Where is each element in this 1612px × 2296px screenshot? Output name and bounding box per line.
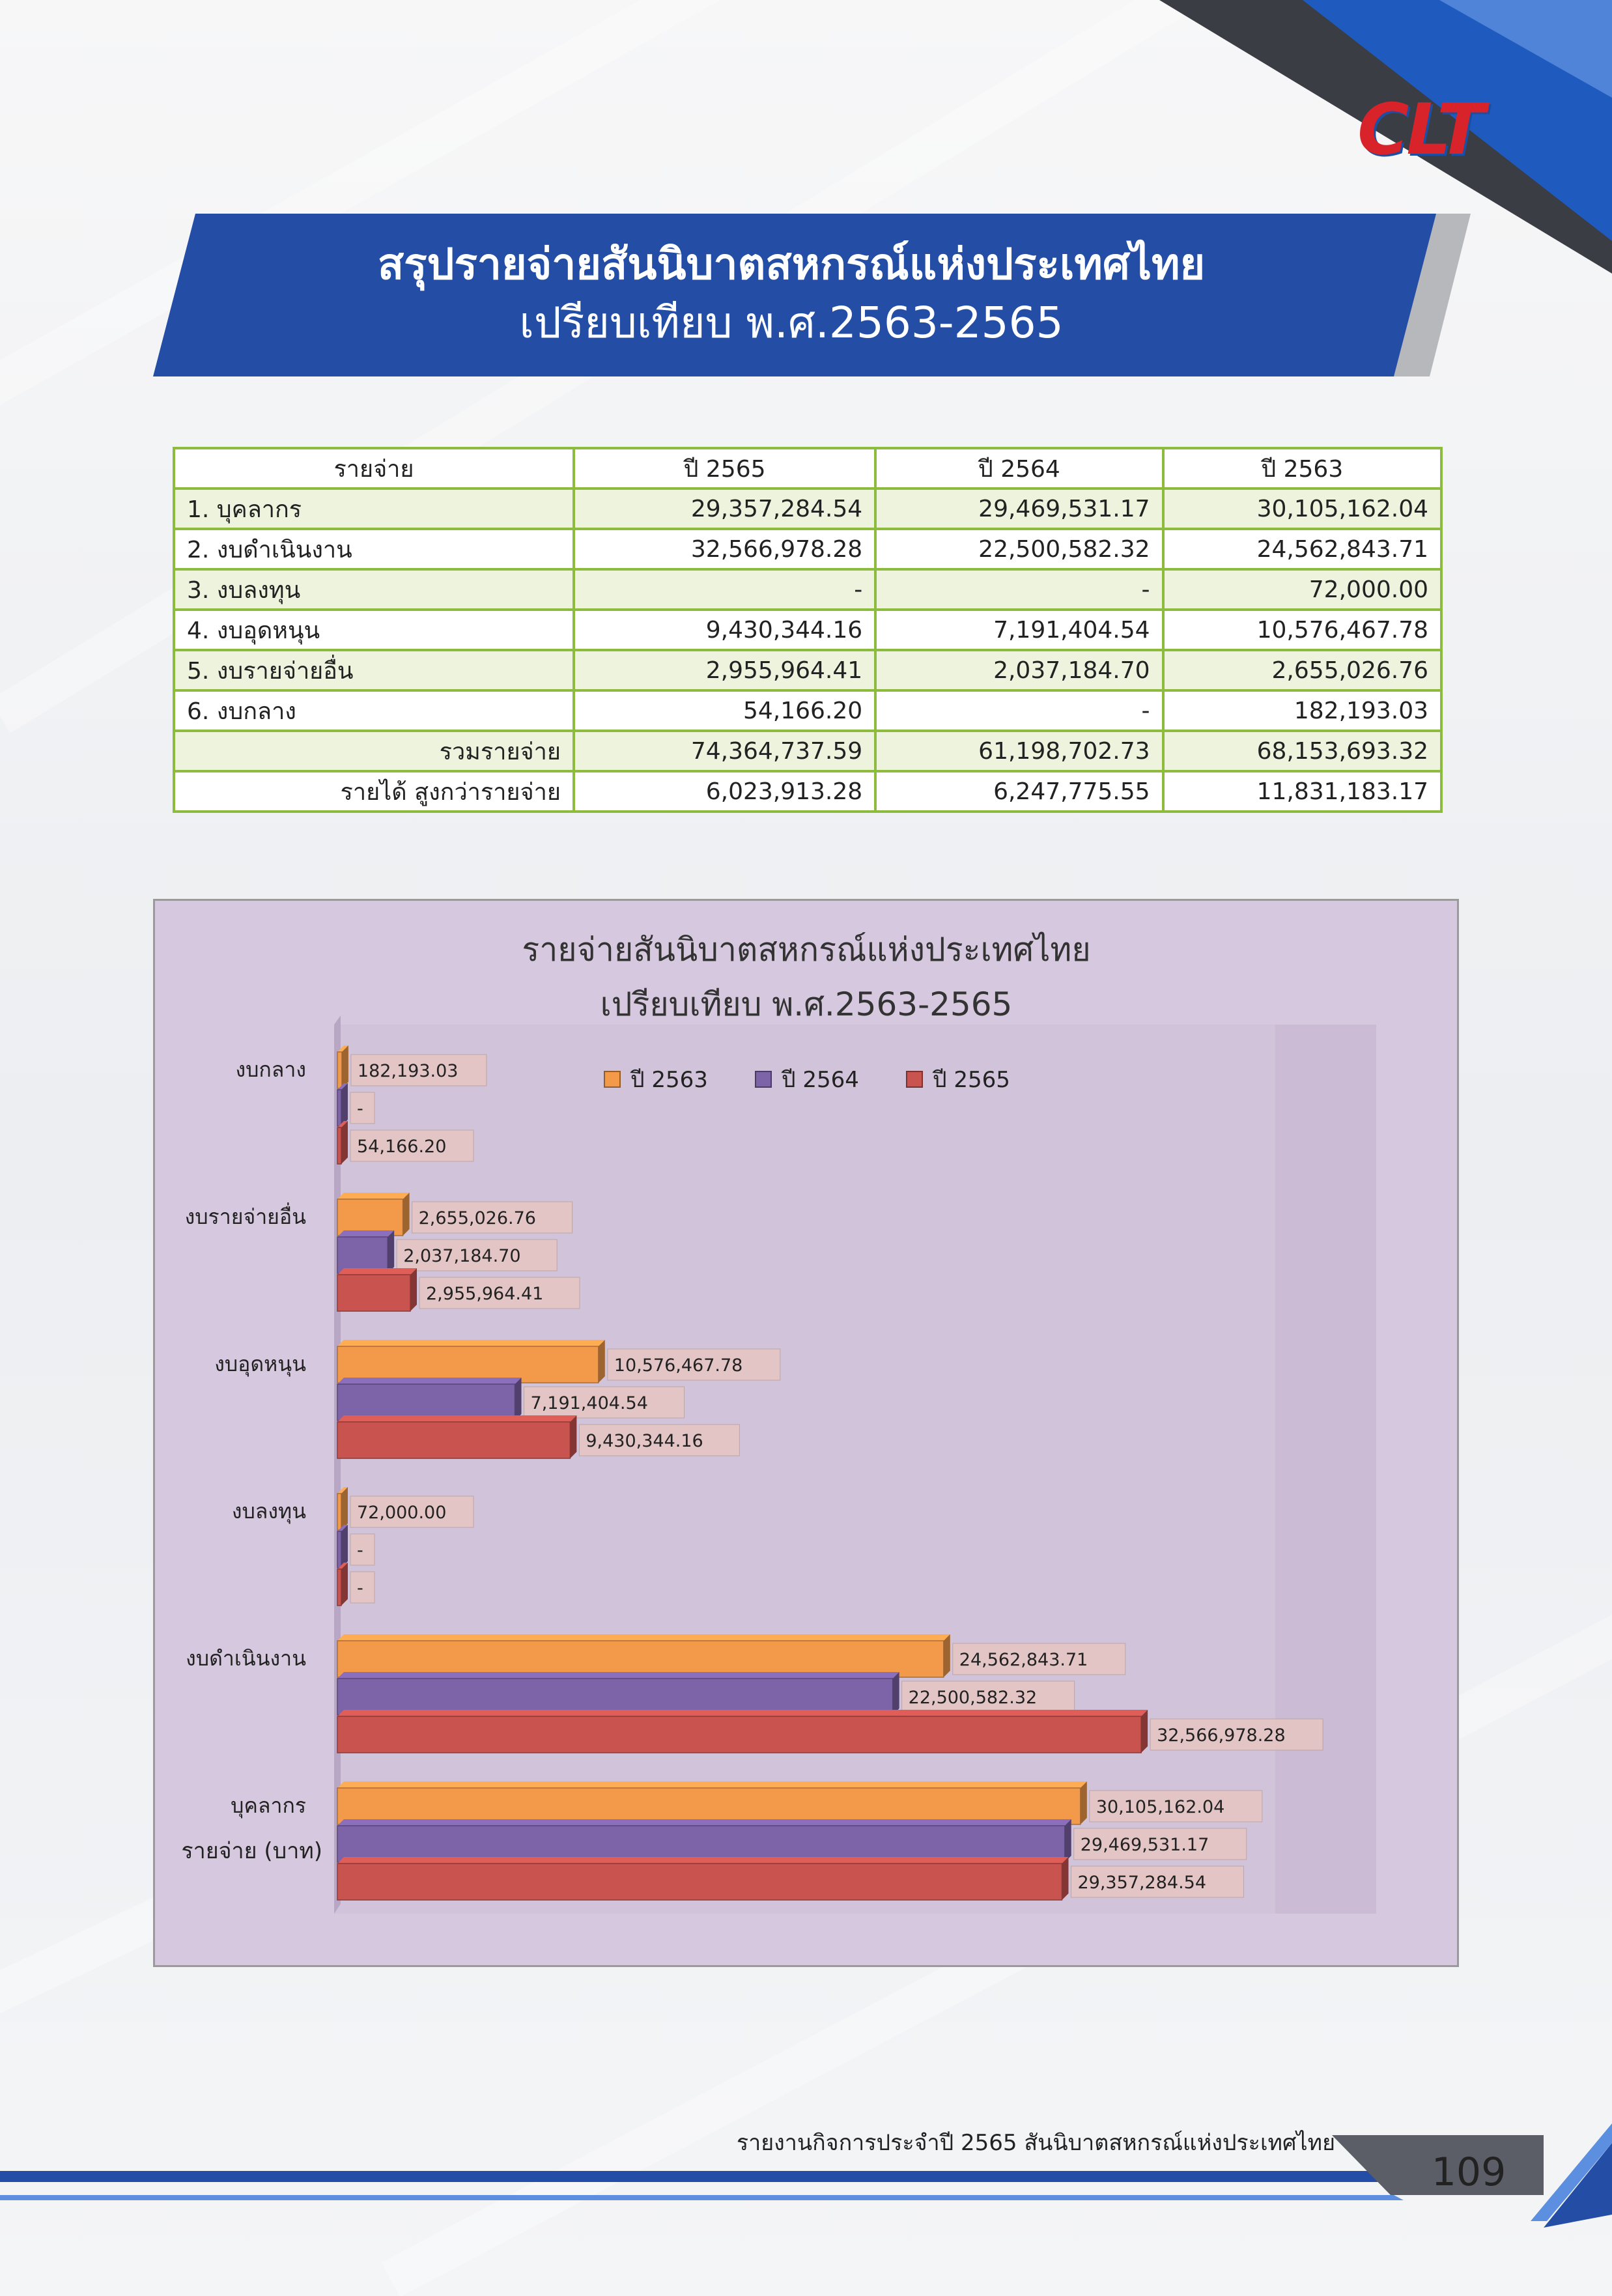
- surplus-2564: 6,247,775.55: [875, 771, 1163, 812]
- data-label: 29,469,531.17: [1080, 1835, 1209, 1855]
- row-label: 4. งบอุดหนุน: [174, 610, 574, 650]
- legend-swatch: [604, 1071, 620, 1087]
- bar: [337, 1422, 570, 1458]
- category-label: งบดำเนินงาน: [186, 1646, 306, 1671]
- data-label: 9,430,344.16: [586, 1431, 703, 1451]
- bar-end: [410, 1268, 417, 1311]
- bar: [337, 1826, 1065, 1862]
- cell-2564: 29,469,531.17: [875, 489, 1163, 529]
- data-label: 54,166.20: [357, 1137, 447, 1157]
- bar-top: [337, 1415, 576, 1422]
- bar: [337, 1494, 341, 1530]
- bar-top: [337, 1819, 1071, 1826]
- data-label: 2,037,184.70: [403, 1246, 521, 1266]
- legend-swatch: [756, 1071, 771, 1087]
- cell-2565: 54,166.20: [574, 690, 875, 731]
- bar: [337, 1788, 1081, 1824]
- bar-top: [337, 1230, 394, 1237]
- row-label: 1. บุคลากร: [174, 489, 574, 529]
- cell-2564: -: [875, 569, 1163, 610]
- cell-2564: 7,191,404.54: [875, 610, 1163, 650]
- bar-end: [1062, 1857, 1068, 1900]
- total-2563: 68,153,693.32: [1163, 731, 1441, 771]
- chart-legend: [604, 1067, 1010, 1093]
- header-expense: รายจ่าย: [174, 448, 574, 489]
- data-label: 22,500,582.32: [908, 1688, 1038, 1708]
- data-label: -: [357, 1540, 363, 1561]
- bar-top: [337, 1634, 950, 1641]
- table-surplus-row: [174, 771, 1441, 812]
- surplus-2563: 11,831,183.17: [1163, 771, 1441, 812]
- cell-2565: 2,955,964.41: [574, 650, 875, 690]
- cell-2563: 10,576,467.78: [1163, 610, 1441, 650]
- bar-end: [944, 1634, 950, 1677]
- cell-2564: -: [875, 690, 1163, 731]
- table-row: [174, 489, 1441, 529]
- bar-end: [341, 1487, 348, 1530]
- data-label: 2,655,026.76: [418, 1208, 536, 1228]
- footer-report-title: รายงานกิจการประจำปี 2565 สันนิบาตสหกรณ์แห่งประเทศไทย: [736, 2130, 1335, 2156]
- bar: [337, 1531, 341, 1568]
- title-banner: [153, 214, 1482, 376]
- bar: [337, 1384, 515, 1421]
- bar: [337, 1052, 342, 1088]
- cell-2565: 32,566,978.28: [574, 529, 875, 569]
- bar: [337, 1864, 1062, 1900]
- data-label: 32,566,978.28: [1157, 1725, 1286, 1746]
- cell-2563: 30,105,162.04: [1163, 489, 1441, 529]
- legend-label: ปี 2563: [630, 1067, 708, 1093]
- bar-end: [403, 1193, 410, 1236]
- bar: [337, 1090, 341, 1126]
- bar-top: [337, 1378, 522, 1384]
- chart-canvas: [155, 901, 1461, 1969]
- bar: [337, 1641, 944, 1677]
- row-label: 3. งบลงทุน: [174, 569, 574, 610]
- page-subtitle: เปรียบเทียบ พ.ศ.2563-2565: [519, 298, 1064, 348]
- data-label: 72,000.00: [357, 1503, 447, 1523]
- bar-end: [341, 1083, 348, 1126]
- bar: [337, 1716, 1141, 1753]
- bar-end: [515, 1378, 522, 1421]
- clt-logo: [1309, 88, 1531, 173]
- table-row: [174, 610, 1441, 650]
- surplus-label: รายได้ สูงกว่ารายจ่าย: [174, 771, 574, 812]
- category-label: งบอุดหนุน: [214, 1352, 306, 1376]
- data-label: 30,105,162.04: [1096, 1797, 1225, 1817]
- data-label: -: [357, 1099, 363, 1119]
- header-2565: ปี 2565: [574, 448, 875, 489]
- expense-chart: [153, 899, 1459, 1967]
- bar-end: [342, 1045, 348, 1088]
- total-label: รวมรายจ่าย: [174, 731, 574, 771]
- bar: [337, 1237, 388, 1273]
- data-label: 24,562,843.71: [959, 1650, 1088, 1670]
- bar-end: [893, 1672, 899, 1715]
- bar-end: [388, 1230, 394, 1273]
- category-label: งบกลาง: [235, 1057, 306, 1082]
- category-label: งบรายจ่ายอื่น: [184, 1204, 306, 1229]
- bar-end: [341, 1121, 348, 1164]
- data-label: 182,193.03: [357, 1061, 459, 1081]
- bar: [337, 1569, 341, 1606]
- chart-subtitle: เปรียบเทียบ พ.ศ.2563-2565: [600, 985, 1013, 1023]
- legend-label: ปี 2565: [933, 1067, 1010, 1093]
- data-label: -: [357, 1578, 363, 1598]
- row-label: 6. งบกลาง: [174, 690, 574, 731]
- legend-label: ปี 2564: [782, 1067, 859, 1093]
- table-row: [174, 529, 1441, 569]
- legend-swatch: [907, 1071, 922, 1087]
- bar: [337, 1679, 893, 1715]
- page-title: สรุปรายจ่ายสันนิบาตสหกรณ์แห่งประเทศไทย: [377, 239, 1206, 289]
- row-label: 2. งบดำเนินงาน: [174, 529, 574, 569]
- cell-2565: -: [574, 569, 875, 610]
- data-label: 10,576,467.78: [614, 1355, 743, 1376]
- cell-2565: 9,430,344.16: [574, 610, 875, 650]
- data-label: 7,191,404.54: [530, 1393, 648, 1413]
- bar-top: [337, 1781, 1087, 1788]
- table-total-row: [174, 731, 1441, 771]
- expense-summary-table: [173, 447, 1443, 813]
- table-row: [174, 650, 1441, 690]
- bar-top: [337, 1710, 1148, 1716]
- bar: [337, 1275, 410, 1311]
- bar-end: [570, 1415, 576, 1458]
- data-label: 29,357,284.54: [1077, 1873, 1207, 1893]
- page-number: 109: [1431, 2149, 1506, 2195]
- bar-end: [599, 1340, 605, 1383]
- total-2564: 61,198,702.73: [875, 731, 1163, 771]
- cell-2563: 72,000.00: [1163, 569, 1441, 610]
- bar-end: [341, 1563, 348, 1606]
- table-row: [174, 569, 1441, 610]
- cell-2563: 24,562,843.71: [1163, 529, 1441, 569]
- bar-top: [337, 1857, 1068, 1864]
- header-2564: ปี 2564: [875, 448, 1163, 489]
- category-label: บุคลากร: [231, 1793, 306, 1818]
- bar-top: [337, 1340, 605, 1346]
- bar-end: [1065, 1819, 1071, 1862]
- chart-category-labels: [185, 1057, 307, 1819]
- bar-top: [337, 1193, 410, 1199]
- bar-end: [1141, 1710, 1148, 1753]
- total-2565: 74,364,737.59: [574, 731, 875, 771]
- cell-2564: 22,500,582.32: [875, 529, 1163, 569]
- row-label: 5. งบรายจ่ายอื่น: [174, 650, 574, 690]
- chart-title: รายจ่ายสันนิบาตสหกรณ์แห่งประเทศไทย: [522, 931, 1091, 969]
- cell-2563: 182,193.03: [1163, 690, 1441, 731]
- bar-top: [337, 1268, 417, 1275]
- table-header-row: [174, 448, 1441, 489]
- cell-2564: 2,037,184.70: [875, 650, 1163, 690]
- bar: [337, 1199, 403, 1236]
- bar-end: [1081, 1781, 1087, 1824]
- bar: [337, 1346, 599, 1383]
- data-label: 2,955,964.41: [426, 1284, 544, 1304]
- bar: [337, 1127, 341, 1164]
- category-label: งบลงทุน: [231, 1499, 306, 1524]
- cell-2563: 2,655,026.76: [1163, 650, 1441, 690]
- cell-2565: 29,357,284.54: [574, 489, 875, 529]
- header-2563: ปี 2563: [1163, 448, 1441, 489]
- bar-end: [341, 1525, 348, 1568]
- table-row: [174, 690, 1441, 731]
- y-axis-label: รายจ่าย (บาท): [181, 1838, 322, 1864]
- logo-wordmark: CLT: [1357, 89, 1482, 171]
- surplus-2565: 6,023,913.28: [574, 771, 875, 812]
- bar-top: [337, 1672, 899, 1679]
